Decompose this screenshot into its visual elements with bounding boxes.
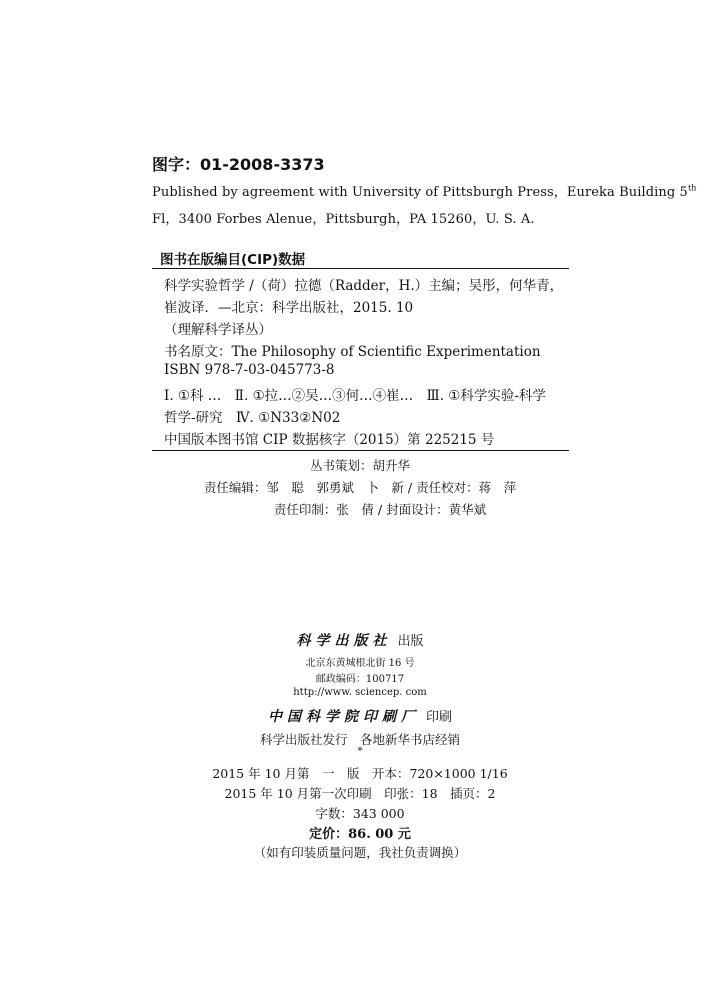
cip-line: 书名原文：The Philosophy of Scientific Experimentation [164, 344, 541, 360]
series-planner: 丛书策划：胡升华 [309, 458, 410, 473]
agreement-line-1-text: Published by agreement with University of Pittsburgh Press，Eureka Building 5 [152, 185, 688, 200]
cip-heading: 图书在版编目(CIP)数据 [160, 252, 306, 268]
cip-bottom-rule [152, 450, 569, 451]
cip-line: 哲学-研究 Ⅳ. ①N33②N02 [164, 410, 341, 426]
quality-note: （如有印装质量问题，我社负责调换） [253, 845, 467, 860]
cip-line: （理解科学译丛） [164, 322, 272, 338]
publisher-line [0, 630, 720, 650]
separator-asterisk: * [357, 746, 363, 757]
publisher-suffix: 出版 [397, 634, 424, 649]
printing-design-credits: 责任印制：张 倩 / 封面设计：黄华斌 [273, 502, 487, 517]
printer-logo: 中国科学院印刷厂 [267, 709, 420, 725]
publisher-logo: 科学出版社 [296, 633, 392, 649]
copyright-registration: 图字：01-2008-3373 [152, 155, 325, 174]
cip-line: Ⅰ. ①科 … Ⅱ. ①拉…②吴…③何…④崔… Ⅲ. ①科学实验-科学 [164, 388, 546, 404]
website: http://www. sciencep. com [293, 687, 427, 698]
edition-info: 2015 年 10 月第 一 版 开本：720×1000 1/16 [212, 766, 508, 781]
distribution: 科学出版社发行 各地新华书店经销 [259, 732, 460, 747]
publication-agreement-line-2: Fl，3400 Forbes Alenue，Pittsburgh，PA 15260，U. S. A. [152, 212, 535, 227]
cip-top-rule [152, 268, 569, 269]
printer-line [0, 706, 720, 726]
cip-line: 科学实验哲学 /（荷）拉德（Radder，H.）主编；吴彤，何华青， [164, 278, 564, 294]
printing-info: 2015 年 10 月第一次印刷 印张：18 插页：2 [224, 786, 496, 801]
publication-agreement-line-1 [152, 181, 697, 200]
printer-suffix: 印刷 [425, 710, 452, 725]
postal-code: 邮政编码：100717 [315, 674, 405, 685]
responsible-editors: 责任编辑：邹 聪 郭勇斌 卜 新 / 责任校对：蒋 萍 [203, 480, 517, 495]
publisher-address: 北京东黄城根北街 16 号 [305, 658, 415, 669]
agreement-line-1-superscript: th [687, 183, 697, 193]
cip-line: 崔波译．—北京：科学出版社，2015. 10 [164, 300, 414, 316]
price: 定价：86. 00 元 [309, 827, 411, 842]
cip-line: ISBN 978-7-03-045773-8 [164, 362, 335, 378]
cip-line: 中国版本图书馆 CIP 数据核字（2015）第 225215 号 [164, 432, 495, 448]
word-count: 字数：343 000 [315, 806, 405, 821]
